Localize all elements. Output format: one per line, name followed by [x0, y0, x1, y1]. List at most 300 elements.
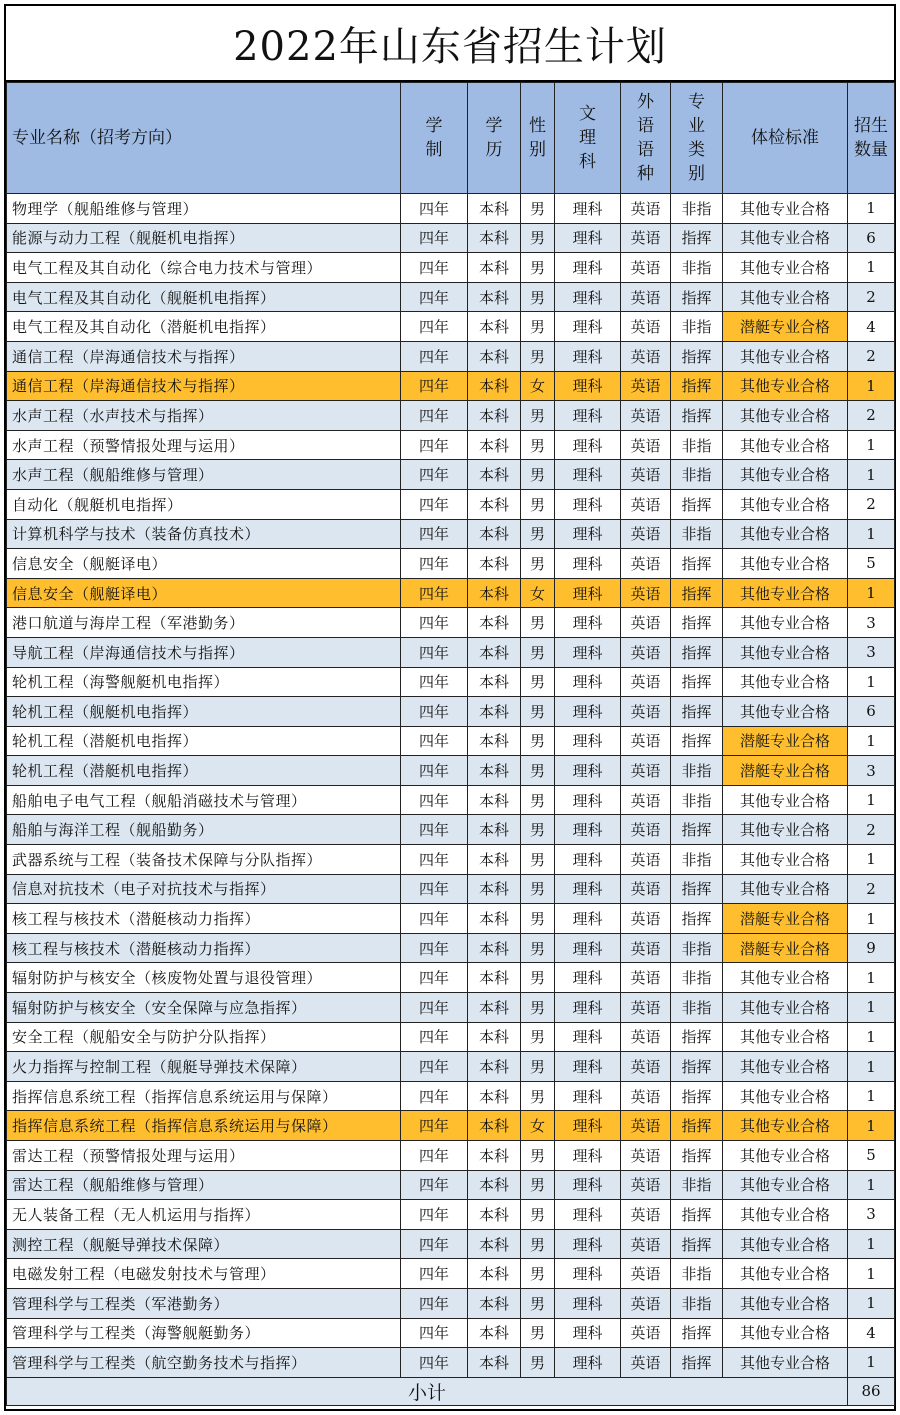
table-row — [7, 874, 895, 904]
cell-track: 理科 — [555, 845, 621, 875]
cell-category: 非指 — [671, 430, 723, 460]
cell-physical: 其他专业合格 — [723, 1052, 848, 1082]
cell-physical: 其他专业合格 — [723, 963, 848, 993]
cell-physical: 潜艇专业合格 — [723, 312, 848, 342]
cell-duration: 四年 — [401, 371, 468, 401]
cell-quota: 1 — [848, 1170, 895, 1200]
table-row — [7, 726, 895, 756]
cell-quota: 2 — [848, 341, 895, 371]
cell-degree: 本科 — [468, 282, 521, 312]
cell-track: 理科 — [555, 312, 621, 342]
header-row — [7, 83, 895, 194]
cell-category: 指挥 — [671, 1141, 723, 1171]
table-row — [7, 282, 895, 312]
table-row — [7, 697, 895, 727]
cell-language: 英语 — [621, 1170, 671, 1200]
cell-quota: 1 — [848, 963, 895, 993]
cell-physical: 其他专业合格 — [723, 815, 848, 845]
cell-name: 信息安全（舰艇译电） — [7, 549, 401, 579]
cell-duration: 四年 — [401, 904, 468, 934]
cell-gender: 女 — [521, 1111, 555, 1141]
cell-gender: 男 — [521, 993, 555, 1023]
cell-physical: 其他专业合格 — [723, 519, 848, 549]
cell-gender: 女 — [521, 578, 555, 608]
cell-track: 理科 — [555, 371, 621, 401]
cell-gender: 男 — [521, 815, 555, 845]
cell-duration: 四年 — [401, 1318, 468, 1348]
cell-language: 英语 — [621, 1022, 671, 1052]
table-row — [7, 1348, 895, 1378]
cell-name: 测控工程（舰艇导弹技术保障） — [7, 1229, 401, 1259]
cell-name: 雷达工程（预警情报处理与运用） — [7, 1141, 401, 1171]
cell-duration: 四年 — [401, 933, 468, 963]
cell-name: 管理科学与工程类（海警舰艇勤务） — [7, 1318, 401, 1348]
cell-duration: 四年 — [401, 815, 468, 845]
cell-category: 指挥 — [671, 1318, 723, 1348]
cell-track: 理科 — [555, 785, 621, 815]
cell-gender: 男 — [521, 1200, 555, 1230]
cell-degree: 本科 — [468, 785, 521, 815]
cell-gender: 男 — [521, 667, 555, 697]
cell-language: 英语 — [621, 194, 671, 224]
cell-gender: 男 — [521, 756, 555, 786]
table-row — [7, 933, 895, 963]
cell-duration: 四年 — [401, 1141, 468, 1171]
cell-language: 英语 — [621, 578, 671, 608]
cell-language: 英语 — [621, 874, 671, 904]
cell-degree: 本科 — [468, 430, 521, 460]
cell-name: 水声工程（预警情报处理与运用） — [7, 430, 401, 460]
cell-degree: 本科 — [468, 1170, 521, 1200]
cell-track: 理科 — [555, 549, 621, 579]
cell-category: 非指 — [671, 312, 723, 342]
cell-track: 理科 — [555, 460, 621, 490]
cell-gender: 男 — [521, 1348, 555, 1378]
cell-degree: 本科 — [468, 223, 521, 253]
cell-language: 英语 — [621, 312, 671, 342]
cell-physical: 其他专业合格 — [723, 253, 848, 283]
cell-gender: 男 — [521, 1288, 555, 1318]
cell-physical: 其他专业合格 — [723, 460, 848, 490]
cell-track: 理科 — [555, 430, 621, 460]
cell-gender: 男 — [521, 401, 555, 431]
cell-gender: 男 — [521, 1052, 555, 1082]
cell-gender: 男 — [521, 933, 555, 963]
cell-category: 指挥 — [671, 874, 723, 904]
cell-track: 理科 — [555, 194, 621, 224]
cell-category: 非指 — [671, 785, 723, 815]
table-row — [7, 549, 895, 579]
cell-duration: 四年 — [401, 785, 468, 815]
cell-gender: 男 — [521, 845, 555, 875]
cell-quota: 2 — [848, 874, 895, 904]
cell-name: 管理科学与工程类（军港勤务） — [7, 1288, 401, 1318]
cell-name: 自动化（舰艇机电指挥） — [7, 489, 401, 519]
cell-track: 理科 — [555, 401, 621, 431]
cell-category: 指挥 — [671, 282, 723, 312]
cell-degree: 本科 — [468, 726, 521, 756]
cell-category: 指挥 — [671, 1052, 723, 1082]
cell-quota: 1 — [848, 578, 895, 608]
cell-language: 英语 — [621, 1259, 671, 1289]
cell-physical: 其他专业合格 — [723, 697, 848, 727]
cell-duration: 四年 — [401, 1022, 468, 1052]
cell-quota: 5 — [848, 549, 895, 579]
cell-category: 指挥 — [671, 1111, 723, 1141]
cell-quota: 1 — [848, 1259, 895, 1289]
cell-physical: 其他专业合格 — [723, 282, 848, 312]
cell-name: 船舶与海洋工程（舰船勤务） — [7, 815, 401, 845]
cell-gender: 男 — [521, 223, 555, 253]
header-gender: 性别 — [521, 83, 555, 194]
cell-quota: 4 — [848, 312, 895, 342]
cell-gender: 男 — [521, 874, 555, 904]
cell-quota: 2 — [848, 489, 895, 519]
cell-quota: 1 — [848, 253, 895, 283]
header-degree: 学历 — [468, 83, 521, 194]
cell-duration: 四年 — [401, 637, 468, 667]
cell-gender: 男 — [521, 549, 555, 579]
cell-physical: 其他专业合格 — [723, 578, 848, 608]
cell-category: 非指 — [671, 1170, 723, 1200]
table-row — [7, 1170, 895, 1200]
cell-language: 英语 — [621, 253, 671, 283]
cell-degree: 本科 — [468, 667, 521, 697]
cell-degree: 本科 — [468, 1200, 521, 1230]
table-row — [7, 1200, 895, 1230]
table-row — [7, 1052, 895, 1082]
cell-gender: 男 — [521, 1229, 555, 1259]
cell-gender: 男 — [521, 904, 555, 934]
cell-duration: 四年 — [401, 726, 468, 756]
cell-duration: 四年 — [401, 756, 468, 786]
cell-duration: 四年 — [401, 519, 468, 549]
cell-category: 指挥 — [671, 1022, 723, 1052]
cell-name: 能源与动力工程（舰艇机电指挥） — [7, 223, 401, 253]
table-row — [7, 1081, 895, 1111]
cell-degree: 本科 — [468, 194, 521, 224]
cell-duration: 四年 — [401, 1170, 468, 1200]
cell-category: 指挥 — [671, 726, 723, 756]
cell-degree: 本科 — [468, 904, 521, 934]
cell-duration: 四年 — [401, 1348, 468, 1378]
cell-duration: 四年 — [401, 282, 468, 312]
cell-quota: 1 — [848, 1348, 895, 1378]
cell-category: 指挥 — [671, 904, 723, 934]
cell-name: 电磁发射工程（电磁发射技术与管理） — [7, 1259, 401, 1289]
cell-name: 核工程与核技术（潜艇核动力指挥） — [7, 904, 401, 934]
cell-track: 理科 — [555, 756, 621, 786]
cell-track: 理科 — [555, 223, 621, 253]
cell-quota: 1 — [848, 904, 895, 934]
table-row — [7, 815, 895, 845]
cell-duration: 四年 — [401, 993, 468, 1023]
cell-name: 安全工程（舰船安全与防护分队指挥） — [7, 1022, 401, 1052]
cell-quota: 2 — [848, 815, 895, 845]
cell-duration: 四年 — [401, 1259, 468, 1289]
cell-language: 英语 — [621, 371, 671, 401]
total-row — [7, 1377, 895, 1405]
cell-track: 理科 — [555, 904, 621, 934]
cell-category: 非指 — [671, 1259, 723, 1289]
cell-category: 非指 — [671, 756, 723, 786]
cell-language: 英语 — [621, 1288, 671, 1318]
cell-name: 计算机科学与技术（装备仿真技术） — [7, 519, 401, 549]
table-row — [7, 578, 895, 608]
cell-name: 武器系统与工程（装备技术保障与分队指挥） — [7, 845, 401, 875]
cell-name: 船舶电子电气工程（舰船消磁技术与管理） — [7, 785, 401, 815]
table-row — [7, 223, 895, 253]
cell-quota: 1 — [848, 726, 895, 756]
cell-gender: 男 — [521, 194, 555, 224]
cell-name: 导航工程（岸海通信技术与指挥） — [7, 637, 401, 667]
cell-quota: 2 — [848, 282, 895, 312]
cell-duration: 四年 — [401, 963, 468, 993]
cell-quota: 3 — [848, 608, 895, 638]
cell-track: 理科 — [555, 1170, 621, 1200]
cell-physical: 潜艇专业合格 — [723, 756, 848, 786]
cell-physical: 其他专业合格 — [723, 1022, 848, 1052]
cell-quota: 1 — [848, 194, 895, 224]
cell-language: 英语 — [621, 549, 671, 579]
cell-gender: 男 — [521, 637, 555, 667]
cell-gender: 男 — [521, 1318, 555, 1348]
cell-quota: 1 — [848, 460, 895, 490]
cell-duration: 四年 — [401, 667, 468, 697]
cell-language: 英语 — [621, 726, 671, 756]
cell-track: 理科 — [555, 1229, 621, 1259]
cell-language: 英语 — [621, 963, 671, 993]
table-row — [7, 194, 895, 224]
cell-quota: 1 — [848, 430, 895, 460]
cell-name: 轮机工程（潜艇机电指挥） — [7, 756, 401, 786]
cell-physical: 其他专业合格 — [723, 637, 848, 667]
cell-language: 英语 — [621, 401, 671, 431]
cell-duration: 四年 — [401, 1081, 468, 1111]
cell-degree: 本科 — [468, 815, 521, 845]
cell-physical: 其他专业合格 — [723, 1111, 848, 1141]
cell-duration: 四年 — [401, 430, 468, 460]
cell-duration: 四年 — [401, 1229, 468, 1259]
table-row — [7, 312, 895, 342]
cell-quota: 1 — [848, 519, 895, 549]
table-row — [7, 371, 895, 401]
cell-physical: 其他专业合格 — [723, 845, 848, 875]
cell-quota: 1 — [848, 667, 895, 697]
cell-gender: 男 — [521, 963, 555, 993]
cell-degree: 本科 — [468, 637, 521, 667]
cell-category: 指挥 — [671, 549, 723, 579]
cell-degree: 本科 — [468, 1022, 521, 1052]
cell-name: 轮机工程（海警舰艇机电指挥） — [7, 667, 401, 697]
cell-category: 非指 — [671, 253, 723, 283]
cell-duration: 四年 — [401, 578, 468, 608]
cell-duration: 四年 — [401, 194, 468, 224]
total-label: 小计 — [7, 1377, 848, 1405]
table-row — [7, 1141, 895, 1171]
cell-name: 电气工程及其自动化（潜艇机电指挥） — [7, 312, 401, 342]
cell-quota: 3 — [848, 637, 895, 667]
cell-category: 指挥 — [671, 1229, 723, 1259]
cell-physical: 其他专业合格 — [723, 1348, 848, 1378]
cell-quota: 1 — [848, 785, 895, 815]
cell-physical: 潜艇专业合格 — [723, 904, 848, 934]
cell-gender: 男 — [521, 1259, 555, 1289]
cell-duration: 四年 — [401, 1052, 468, 1082]
cell-gender: 男 — [521, 341, 555, 371]
cell-physical: 其他专业合格 — [723, 1229, 848, 1259]
cell-degree: 本科 — [468, 312, 521, 342]
cell-category: 指挥 — [671, 489, 723, 519]
cell-track: 理科 — [555, 667, 621, 697]
cell-language: 英语 — [621, 608, 671, 638]
cell-quota: 1 — [848, 1288, 895, 1318]
cell-track: 理科 — [555, 578, 621, 608]
header-physical: 体检标准 — [723, 83, 848, 194]
cell-physical: 其他专业合格 — [723, 223, 848, 253]
cell-degree: 本科 — [468, 963, 521, 993]
cell-degree: 本科 — [468, 845, 521, 875]
table-row — [7, 1229, 895, 1259]
cell-physical: 其他专业合格 — [723, 1141, 848, 1171]
cell-category: 指挥 — [671, 401, 723, 431]
cell-track: 理科 — [555, 1288, 621, 1318]
cell-gender: 女 — [521, 371, 555, 401]
cell-track: 理科 — [555, 489, 621, 519]
table-row — [7, 341, 895, 371]
cell-language: 英语 — [621, 904, 671, 934]
cell-language: 英语 — [621, 282, 671, 312]
cell-duration: 四年 — [401, 1200, 468, 1230]
cell-language: 英语 — [621, 223, 671, 253]
cell-physical: 其他专业合格 — [723, 1259, 848, 1289]
cell-language: 英语 — [621, 1229, 671, 1259]
table-row — [7, 401, 895, 431]
table-row — [7, 637, 895, 667]
cell-track: 理科 — [555, 608, 621, 638]
cell-category: 非指 — [671, 845, 723, 875]
cell-physical: 其他专业合格 — [723, 1170, 848, 1200]
cell-track: 理科 — [555, 637, 621, 667]
cell-gender: 男 — [521, 282, 555, 312]
cell-quota: 5 — [848, 1141, 895, 1171]
cell-track: 理科 — [555, 1111, 621, 1141]
table-row — [7, 1288, 895, 1318]
cell-physical: 其他专业合格 — [723, 874, 848, 904]
cell-gender: 男 — [521, 1022, 555, 1052]
cell-name: 雷达工程（舰船维修与管理） — [7, 1170, 401, 1200]
cell-duration: 四年 — [401, 253, 468, 283]
cell-quota: 1 — [848, 845, 895, 875]
cell-name: 指挥信息系统工程（指挥信息系统运用与保障） — [7, 1111, 401, 1141]
header-category: 专业类别 — [671, 83, 723, 194]
cell-track: 理科 — [555, 726, 621, 756]
cell-gender: 男 — [521, 519, 555, 549]
cell-track: 理科 — [555, 1052, 621, 1082]
cell-gender: 男 — [521, 489, 555, 519]
cell-name: 物理学（舰船维修与管理） — [7, 194, 401, 224]
cell-category: 非指 — [671, 1288, 723, 1318]
cell-physical: 其他专业合格 — [723, 1318, 848, 1348]
cell-name: 信息安全（舰艇译电） — [7, 578, 401, 608]
cell-language: 英语 — [621, 697, 671, 727]
cell-language: 英语 — [621, 1081, 671, 1111]
cell-degree: 本科 — [468, 1052, 521, 1082]
cell-degree: 本科 — [468, 371, 521, 401]
cell-track: 理科 — [555, 1081, 621, 1111]
cell-category: 指挥 — [671, 637, 723, 667]
cell-degree: 本科 — [468, 489, 521, 519]
header-language: 外语语种 — [621, 83, 671, 194]
cell-duration: 四年 — [401, 312, 468, 342]
cell-track: 理科 — [555, 697, 621, 727]
table-row — [7, 756, 895, 786]
cell-language: 英语 — [621, 933, 671, 963]
cell-language: 英语 — [621, 667, 671, 697]
cell-degree: 本科 — [468, 697, 521, 727]
table-row — [7, 993, 895, 1023]
admission-table — [6, 82, 895, 1406]
cell-track: 理科 — [555, 815, 621, 845]
cell-category: 指挥 — [671, 815, 723, 845]
cell-language: 英语 — [621, 341, 671, 371]
cell-gender: 男 — [521, 253, 555, 283]
cell-category: 指挥 — [671, 1348, 723, 1378]
cell-degree: 本科 — [468, 401, 521, 431]
cell-physical: 其他专业合格 — [723, 489, 848, 519]
cell-physical: 其他专业合格 — [723, 1200, 848, 1230]
cell-language: 英语 — [621, 489, 671, 519]
cell-track: 理科 — [555, 1259, 621, 1289]
cell-degree: 本科 — [468, 253, 521, 283]
cell-degree: 本科 — [468, 1141, 521, 1171]
cell-gender: 男 — [521, 726, 555, 756]
cell-language: 英语 — [621, 1111, 671, 1141]
cell-degree: 本科 — [468, 460, 521, 490]
header-name: 专业名称（招考方向） — [7, 83, 401, 194]
cell-language: 英语 — [621, 1318, 671, 1348]
cell-track: 理科 — [555, 933, 621, 963]
cell-name: 无人装备工程（无人机运用与指挥） — [7, 1200, 401, 1230]
cell-duration: 四年 — [401, 874, 468, 904]
cell-degree: 本科 — [468, 578, 521, 608]
table-row — [7, 1259, 895, 1289]
cell-quota: 6 — [848, 223, 895, 253]
cell-duration: 四年 — [401, 845, 468, 875]
cell-language: 英语 — [621, 637, 671, 667]
cell-language: 英语 — [621, 519, 671, 549]
cell-quota: 1 — [848, 1052, 895, 1082]
cell-gender: 男 — [521, 1170, 555, 1200]
cell-degree: 本科 — [468, 1288, 521, 1318]
cell-language: 英语 — [621, 1141, 671, 1171]
cell-track: 理科 — [555, 1318, 621, 1348]
cell-category: 指挥 — [671, 223, 723, 253]
cell-quota: 1 — [848, 993, 895, 1023]
header-track: 文理科 — [555, 83, 621, 194]
cell-physical: 其他专业合格 — [723, 1081, 848, 1111]
table-row — [7, 253, 895, 283]
table-row — [7, 460, 895, 490]
table-row — [7, 519, 895, 549]
cell-duration: 四年 — [401, 223, 468, 253]
cell-duration: 四年 — [401, 460, 468, 490]
cell-name: 信息对抗技术（电子对抗技术与指挥） — [7, 874, 401, 904]
cell-degree: 本科 — [468, 1348, 521, 1378]
cell-physical: 其他专业合格 — [723, 401, 848, 431]
cell-category: 指挥 — [671, 1200, 723, 1230]
cell-track: 理科 — [555, 993, 621, 1023]
